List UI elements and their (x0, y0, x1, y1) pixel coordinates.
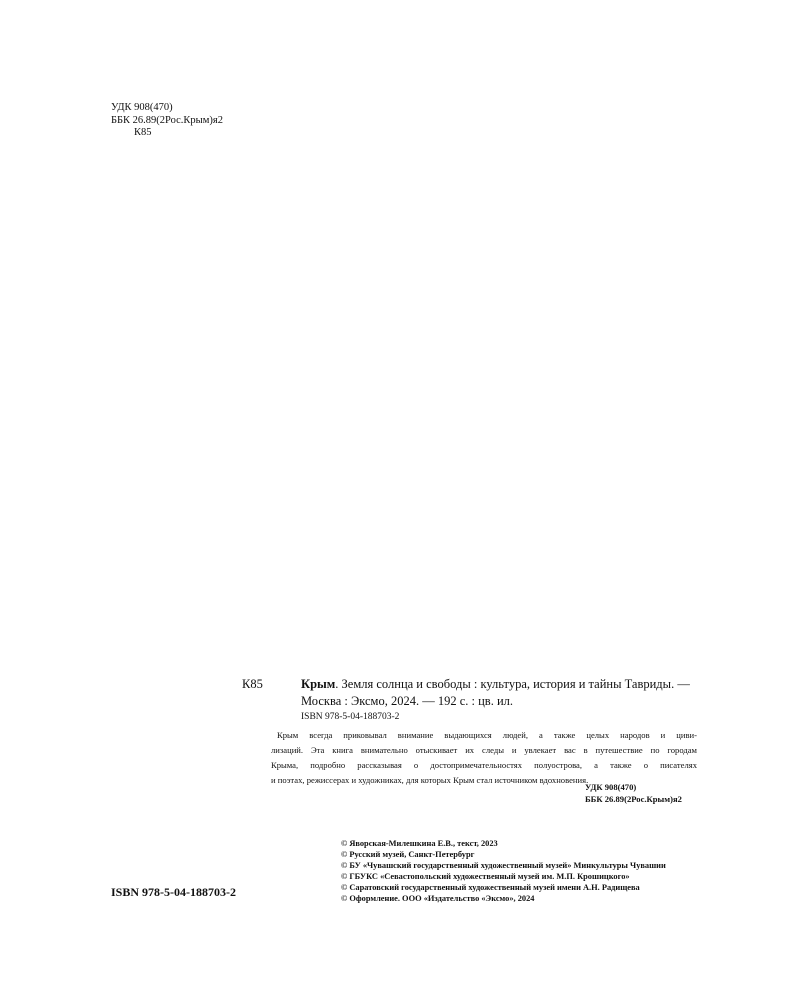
annotation (271, 728, 697, 788)
annotation-line-3: Крыма, подробно рассказывая о достопримечательностях полуострова, а также о писателях (271, 760, 697, 770)
copyright-line: © Оформление. ООО «Издательство «Эксмо», 2024 (341, 894, 535, 903)
classification-bottom (585, 782, 682, 805)
book-title: Крым (301, 677, 336, 691)
description-line-2: Москва : Эксмо, 2024. — 192 с. : цв. ил. (301, 694, 514, 708)
author-sign-record: К85 (242, 677, 263, 691)
description-text-1: . Земля солнца и свободы : культура, история и тайны Тавриды. — (335, 677, 690, 691)
bibliographic-description (301, 676, 696, 710)
copyright-line: © Яворская-Милешкина Е.В., текст, 2023 (341, 839, 498, 848)
isbn-main: ISBN 978-5-04-188703-2 (111, 885, 236, 899)
description-line-1 (301, 676, 696, 693)
bbk-code: ББК 26.89(2Рос.Крым)я2 (111, 114, 223, 126)
classification-top (111, 102, 223, 140)
copyright-line: © Саратовский государственный художественный музей имени А.Н. Радищева (341, 883, 640, 892)
copyright-list (341, 838, 666, 904)
annotation-line-2: лизаций. Эта книга внимательно отыскивает их следы и увлекает вас в путешествие по городам (271, 745, 697, 755)
annotation-line-1: Крым всегда приковывал внимание выдающихся людей, а также целых народов и циви- (277, 730, 697, 740)
annotation-line-4: и поэтах, режиссерах и художниках, для которых Крым стал источником вдохновения. (271, 775, 589, 785)
copyright-line: © БУ «Чувашский государственный художественный музей» Минкультуры Чувашии (341, 861, 666, 870)
copyright-line: © Русский музей, Санкт-Петербург (341, 850, 475, 859)
copyright-line: © ГБУКС «Севастопольский художественный музей им. М.П. Крошицкого» (341, 872, 630, 881)
udk-code-bottom: УДК 908(470) (585, 782, 637, 792)
author-sign-top: К85 (134, 127, 152, 138)
udk-code: УДК 908(470) (111, 102, 173, 113)
isbn-record: ISBN 978-5-04-188703-2 (301, 712, 400, 722)
bbk-code-bottom: ББК 26.89(2Рос.Крым)я2 (585, 793, 682, 804)
